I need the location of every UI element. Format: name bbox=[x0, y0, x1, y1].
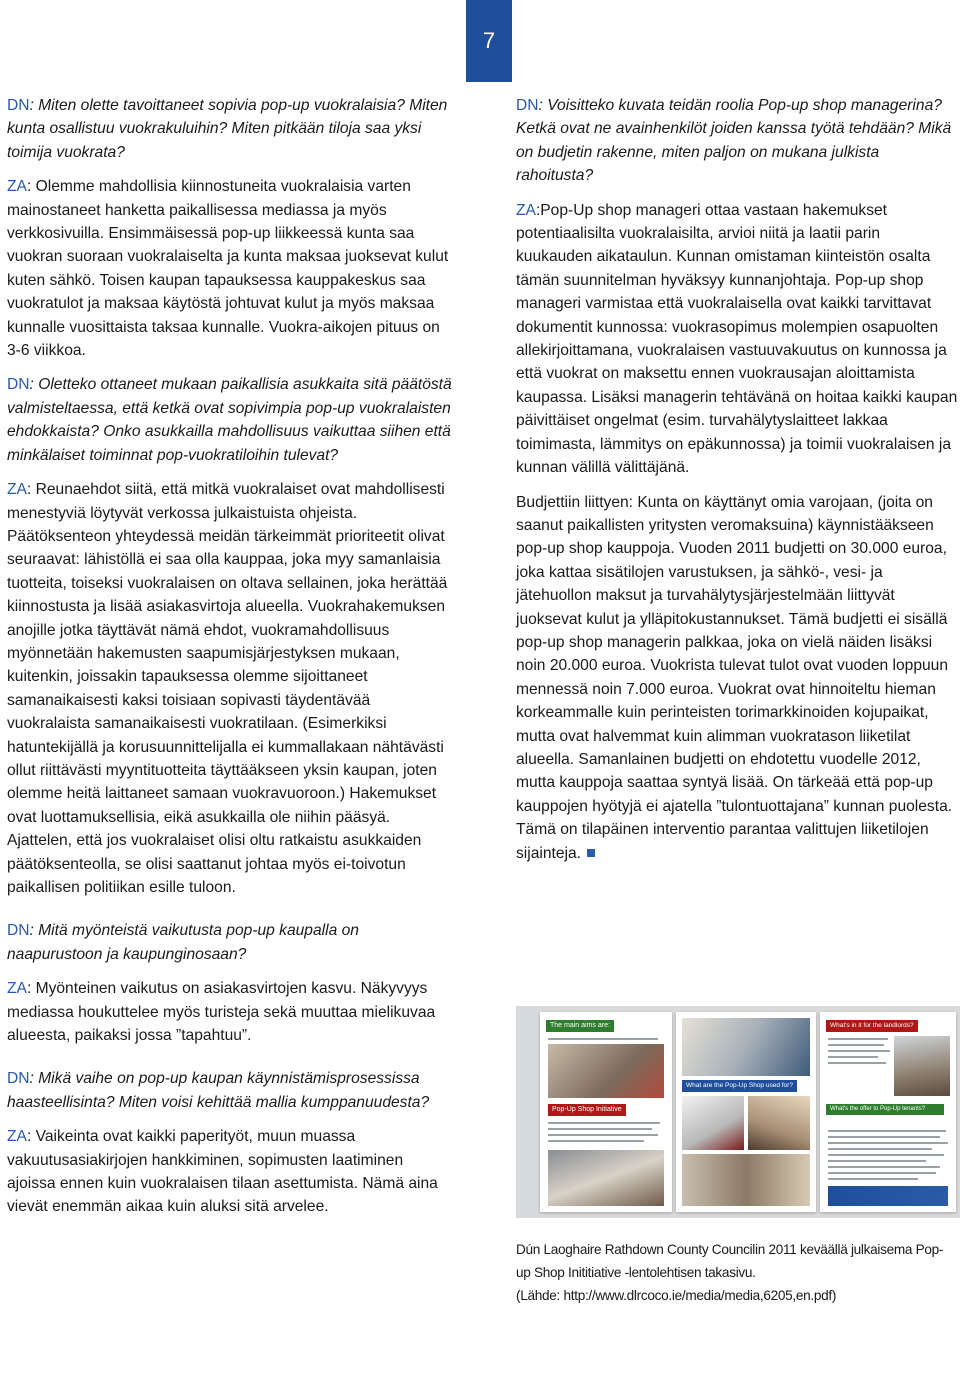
brochure-offer: What's the offer to Pop-Up tenants? bbox=[826, 1104, 944, 1115]
question-4: DN: Mikä vaihe on pop-up kaupan käynnistämisprosessissa haasteellisinta? Miten voisi kehittää mallia kumppanuudesta? bbox=[7, 1070, 430, 1111]
speaker-label: DN bbox=[516, 97, 539, 114]
answer-3: ZA: Myönteinen vaikutus on asiakasvirtojen kasvu. Näkyvyys mediassa houkuttelee myös turisteja sekä muuttaa mielikuvaa alueesta, paikaksi jossa ”tapahtuu”. bbox=[7, 980, 436, 1045]
question-2: DN: Oletteko ottaneet mukaan paikallisia asukkaita sitä päätöstä valmisteltaessa, että ketkä ovat sopivimpia pop-up vuokralaisten ehdokkaista? Onko asukkailla mahdollisuus vaikuttaa siihen että minkälaiset toiminnat pop-vuokratiloihin tulevat? bbox=[7, 376, 452, 464]
brochure-photo bbox=[682, 1018, 810, 1076]
brochure-title: Pop-Up Shop Initiative bbox=[548, 1104, 626, 1116]
brochure-panel-2 bbox=[676, 1012, 816, 1212]
brochure-photo bbox=[548, 1150, 664, 1206]
speaker-label: ZA bbox=[7, 481, 27, 499]
speaker-label: ZA bbox=[7, 980, 27, 998]
budget-paragraph: Budjettiin liittyen: Kunta on käyttänyt omia varojaan, (joita on saanut paikallisten yritysten veromaksuina) käynnistääkseen pop-up shop kauppoja. Vuoden 2011 budjetti on 30.000 euroa, joka kattaa sisätilojen varustuksen, ja sähkö-, vesi- ja jätehuollon maksut ja turvahälytysjärjestelmään liittyvät juoksevat kulut ja ylläpitokustannukset. Tämä budjetti ei sisällä pop-up shop managerin palkkaa, joka on vielä näiden lisäksi noin 20.000 euroa. Vuokrista tulevat tulot ovat vuoden loppuun mennessä noin 7.000 euroa. Vuokrat ovat hinnoiteltu hieman korkeammalle kuin perinteisten torimarkkinoiden kojupaikat, mutta ovat halvemmat kuin alimman vuokratason liiketilat alueella. Samanlainen budjetti on ehdotettu vuodelle 2012, mutta kauppoja saattaa syntyä lisää. On tärkeää että pop-up kauppojen hyötyjä ei ajatella ”tulontuottajana” kunnan puolesta. Tämä on tilapäinen interventio parantaa valittujen liiketilojen sijainteja. bbox=[516, 493, 953, 862]
caption-source: (Lähde: http://www.dlrcoco.ie/media/media,6205,en.pdf) bbox=[516, 1288, 837, 1303]
answer-1: ZA: Olemme mahdollisia kiinnostuneita vuokralaisia varten mainostaneet hanketta paikallisessa mediassa ja myös verkkosivuilla. Ensimmäisessä pop-up liikkeessä kunta saa vuokran suoraan vuokralaiselta ja kunta maksaa juoksevat kulut kuten sähkö. Toisen kaupan tapauksessa kauppakeskus saa vuokratulot ja maksaa käytöstä johtuvat kulut ja myös maksaa kunnalle vuosittaista taksaa kunnalle. Vuokra-aikojen pituus on 3-6 viikkoa. bbox=[7, 178, 449, 360]
brochure-ribbon: What's in it for the landlords? bbox=[826, 1020, 918, 1032]
speaker-label: ZA bbox=[7, 178, 27, 196]
brochure-footer-bar bbox=[828, 1186, 948, 1206]
brochure-question: What are the Pop-Up Shop used for? bbox=[682, 1080, 797, 1092]
answer-2: ZA: Reunaehdot siitä, että mitkä vuokralaiset ovat mahdollisesti menestyviä löytyvät verkossa julkaistuista ohjeista. Päätöksenteon yhteydessä meidän tärkeimmät prioriteetit olivat seuraavat: lähistöllä ei saa olla kauppaa, joka myy samanlaisia tuotteita, toiseksi vuokralaisen on oltava sellainen, joka herättää kiinnostusta ja lisää asiakasvirtoja alueella. Vuokrahakemuksen anojille jotka täyttävät nämä ehdot, vuokramahdollisuus myönnetään hakemusten saapumisjärjestyksen mukaan, kuitenkin, joissakin tapauksessa olemme sijoittaneet samanaikaisesti kaksi toisiaan sopivasti täydentävää vuokralaista samanaikaisesti vuokratilaan. (Esimerkiksi hatuntekijällä ja korusuunnittelijalla ei kummallakaan nähtävästi ollut riittävästi myyntituotteita täyttääkseen yksin kaupan, joten olemme heitä laittaneet samaan vuokravuoroon.) Hakemukset ovat luottamuksellisia, eikä asukkailla ole niihin pääsyä. Ajattelen, että jos vuokralaiset olisi oltu ratkaistu asukkaiden päätöksenteolla, se olisi saattanut johtaa myös ei-toivotun paikallisen politiikan esille tuloon. bbox=[7, 481, 448, 896]
brochure-photo bbox=[748, 1096, 810, 1150]
brochure-photo bbox=[548, 1044, 664, 1098]
speaker-label: DN bbox=[7, 1070, 30, 1088]
speaker-label: ZA bbox=[7, 1128, 27, 1146]
page-number: 7 bbox=[466, 0, 512, 82]
question-1: DN: Miten olette tavoittaneet sopivia pop-up vuokralaisia? Miten kunta osallistuu vuokrakuluihin? Miten pitkään tiloja saa yksi toimija vuokrata? bbox=[7, 97, 448, 161]
left-column bbox=[7, 94, 455, 1230]
brochure-ribbon: The main aims are: bbox=[546, 1020, 614, 1032]
brochure-photo bbox=[682, 1154, 810, 1206]
speaker-label: DN bbox=[7, 922, 30, 940]
question-3: DN: Mitä myönteistä vaikutusta pop-up kaupalla on naapurustoon ja kaupunginosaan? bbox=[7, 922, 359, 963]
brochure-image bbox=[516, 1006, 960, 1218]
brochure-photo bbox=[894, 1036, 950, 1096]
question-5: DN: Voisitteko kuvata teidän roolia Pop-up shop managerina? Ketkä ovat ne avainhenkilöt joiden kanssa työtä tehdään? Mikä on budjetin rakenne, miten paljon on mukana julkista rahoitusta? bbox=[516, 97, 952, 185]
speaker-label: DN bbox=[7, 97, 30, 114]
caption-line: up Shop Inititiative -lentolehtisen takasivu. bbox=[516, 1265, 756, 1280]
brochure-panel-3 bbox=[820, 1012, 956, 1212]
brochure-panel-1 bbox=[540, 1012, 672, 1212]
speaker-label: DN bbox=[7, 376, 30, 394]
caption-line: Dún Laoghaire Rathdown County Councilin 2011 keväällä julkaisema Pop- bbox=[516, 1242, 944, 1257]
answer-4: ZA: Vaikeinta ovat kaikki paperityöt, muun muassa vakuutusasiakirjojen hankkiminen, sopimusten laatiminen ajoissa ennen kuin vuokralaisen tilaan asettumista. Nämä aina vievät enemmän aikaa kuin aluksi sitä arvelee. bbox=[7, 1128, 438, 1216]
end-bullet-icon bbox=[587, 849, 595, 857]
answer-5: ZA:Pop-Up shop manageri ottaa vastaan hakemukset potentiaalisilta vuokralaisilta, arvioi niitä ja laatii parin kuukauden aikataulun. Kunnan omistaman kiinteistön osalta tämän suunnitelman hyväksyy kunnanjohtaja. Pop-up shop manageri varmistaa että vuokralaisella ovat kaikki tarvittavat dokumentit kunnossa: vuokrasopimus molempien osapuolten allekirjoittamana, vuokralaisen vastuuvakuutus on kunnossa ja että vuokrat on maksettu ennen vuokrausajan aloittamista kaupassa. Lisäksi managerin tehtävänä on hoitaa kaikki kaupan päivittäiset ongelmat (esim. turvahälytyslaitteet lakkaa toimimasta, lämmitys on epäkunnossa) ja toimii vuokralaisen ja kunnan välillä välittäjänä. bbox=[516, 201, 958, 477]
brochure-photo bbox=[682, 1096, 744, 1150]
right-column bbox=[516, 94, 960, 876]
image-caption bbox=[516, 1238, 960, 1307]
speaker-label: ZA bbox=[516, 201, 536, 219]
